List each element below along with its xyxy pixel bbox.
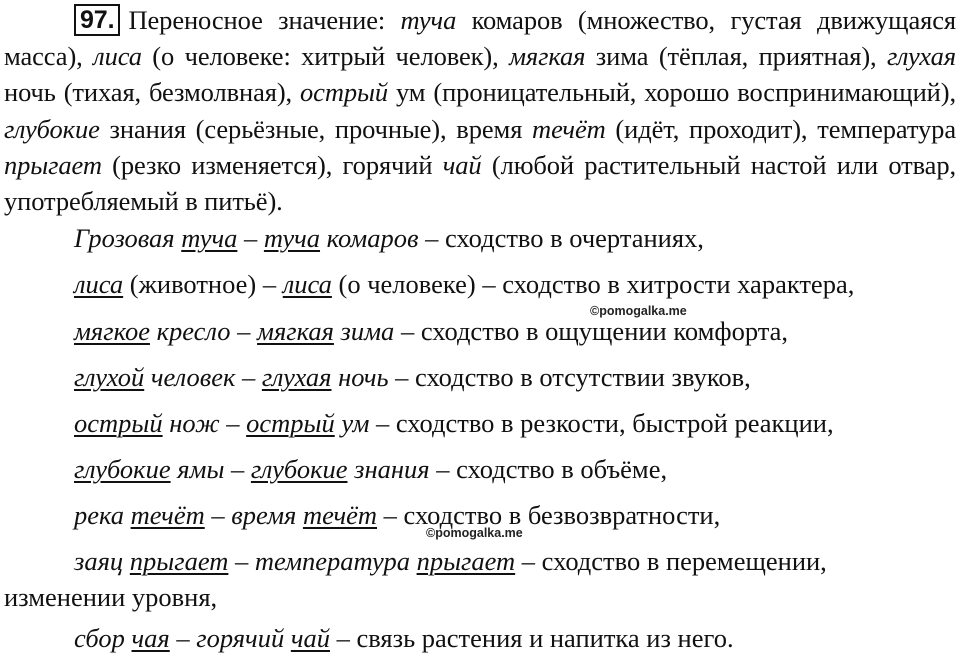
example-line-continuation: [0, 581, 960, 613]
italic-text: глухая: [887, 41, 956, 72]
text-run: Переносное значение:: [128, 5, 401, 35]
text-run: ум (проницательный, хорошо воспринимающий),: [388, 77, 956, 108]
italic-text: время: [231, 500, 303, 530]
underlined-word: туча: [263, 223, 321, 253]
text-run: –: [224, 454, 251, 484]
text-run: комаров (множество, густая движущаяся масса),: [4, 5, 956, 72]
watermark: ©pomogalka.me: [590, 304, 687, 318]
italic-text: течёт: [532, 113, 606, 144]
example-line: [0, 361, 956, 393]
italic-text: острый: [300, 77, 389, 108]
intro-text: [4, 5, 956, 216]
italic-text: знания: [347, 454, 430, 484]
italic-text: сбор: [74, 623, 132, 653]
text-run: изменении уровня,: [4, 582, 218, 612]
intro-paragraph: [4, 2, 956, 219]
text-run: зима (тёплая, приятная),: [585, 41, 887, 72]
example-line: [0, 622, 956, 654]
text-run: –: [235, 362, 262, 392]
text-run: – сходство в ощущении комфорта,: [394, 316, 789, 346]
example-line: [0, 545, 956, 577]
italic-text: зима: [333, 316, 395, 346]
italic-text: нож: [162, 408, 220, 438]
underlined-word: мягкое: [74, 316, 150, 346]
task-number: 97.: [74, 4, 120, 36]
text-run: – сходство в отсутствии звуков,: [388, 362, 751, 392]
text-run: знания (серьёзные, прочные), время: [99, 113, 533, 144]
text-run: –: [228, 546, 255, 576]
italic-text: чай: [442, 149, 482, 180]
underlined-word: течёт: [130, 500, 205, 530]
text-run: – сходство в объёме,: [429, 454, 668, 484]
italic-text: комаров: [320, 223, 419, 253]
text-run: –: [169, 623, 197, 653]
text-run: –: [219, 408, 247, 438]
text-run: (любой растительный настой или отвар, употребляемый в питьё).: [4, 149, 956, 217]
italic-text: ум: [334, 408, 370, 438]
italic-text: мягкая: [509, 41, 586, 72]
underlined-word: острый: [246, 408, 335, 438]
example-line: [0, 268, 956, 300]
example-line: [0, 315, 956, 347]
italic-text: кресло: [149, 316, 231, 346]
underlined-word: туча: [181, 223, 238, 253]
italic-text: горячий: [196, 623, 291, 653]
italic-text: ночь: [331, 362, 389, 392]
underlined-word: лиса: [282, 269, 332, 299]
underlined-word: глухой: [74, 362, 145, 392]
underlined-word: прыгает: [129, 546, 229, 576]
text-run: –: [237, 223, 264, 253]
text-run: –: [204, 500, 232, 530]
example-line: [0, 407, 956, 439]
underlined-word: чай: [290, 623, 330, 653]
italic-text: река: [74, 500, 131, 530]
italic-text: человек: [144, 362, 236, 392]
text-run: ночь (тихая, безмолвная),: [4, 77, 301, 108]
underlined-word: глубокие: [74, 454, 171, 484]
italic-text: прыгает: [4, 149, 102, 180]
text-run: (резко изменяется), горячий: [101, 149, 443, 180]
text-run: – сходство в очертаниях,: [418, 223, 704, 253]
text-run: – сходство в перемещении,: [515, 546, 827, 576]
italic-text: заяц: [74, 546, 130, 576]
underlined-word: лиса: [74, 269, 124, 299]
text-run: (о человеке: хитрый человек),: [141, 41, 510, 72]
underlined-word: мягкая: [257, 316, 334, 346]
underlined-word: глубокие: [250, 454, 348, 484]
example-line: [0, 222, 956, 254]
text-run: (животное) –: [123, 269, 283, 299]
text-run: – сходство в резкости, быстрой реакции,: [369, 408, 834, 438]
text-run: (идёт, проходит), температура: [605, 113, 956, 144]
italic-text: температура: [254, 546, 417, 576]
italic-text: туча: [400, 5, 457, 35]
text-run: (о человеке) – сходство в хитрости характера,: [331, 269, 855, 299]
text-run: – связь растения и напитка из него.: [329, 623, 734, 653]
italic-text: лиса: [93, 41, 142, 72]
watermark: ©pomogalka.me: [426, 526, 523, 540]
italic-text: ямы: [170, 454, 225, 484]
italic-text: Грозовая: [74, 223, 182, 253]
underlined-word: острый: [74, 408, 163, 438]
underlined-word: прыгает: [416, 546, 516, 576]
underlined-word: глухая: [261, 362, 332, 392]
underlined-word: течёт: [302, 500, 378, 530]
example-line: [0, 453, 956, 485]
text-run: – сходство в безвозвратности,: [377, 500, 721, 530]
underlined-word: чая: [131, 623, 170, 653]
italic-text: глубокие: [4, 113, 100, 144]
text-run: –: [230, 316, 258, 346]
